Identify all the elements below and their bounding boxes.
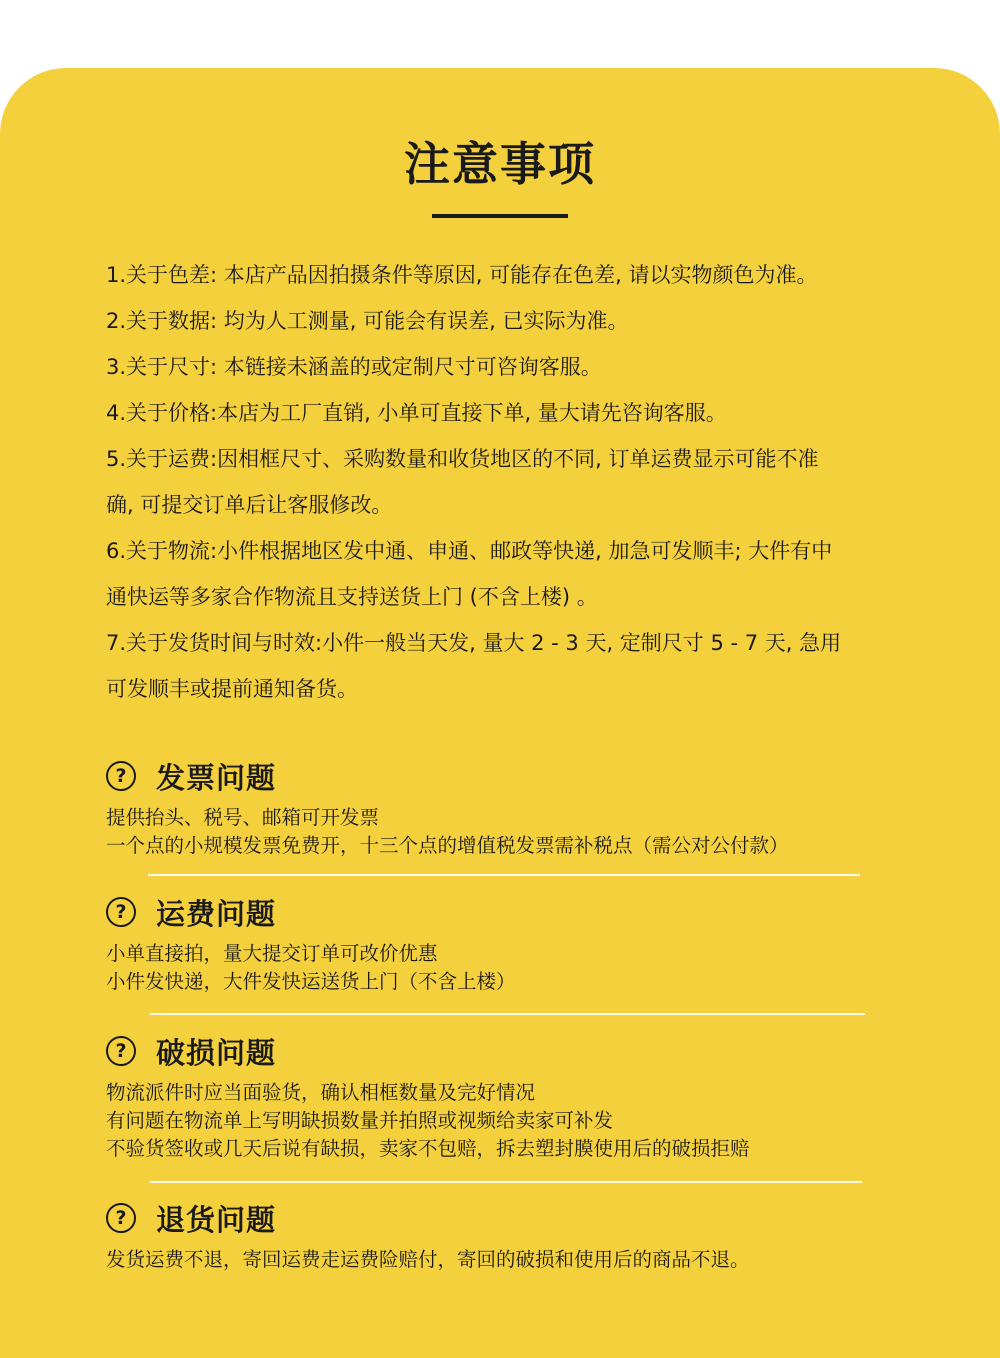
faq-title: 运费问题 <box>156 896 277 931</box>
notice-line: 2.关于数据: 均为人工测量, 可能会有误差, 已实际为准。 <box>106 309 629 333</box>
faq-returns <box>106 1198 926 1274</box>
faq-header <box>106 1031 926 1071</box>
notice-line: 可发顺丰或提前通知备货。 <box>106 677 358 701</box>
notice-line: 确, 可提交订单后让客服修改。 <box>106 493 393 517</box>
notice-list <box>106 252 906 712</box>
faq-body <box>106 1079 926 1163</box>
faq-title: 破损问题 <box>156 1035 277 1070</box>
faq-body <box>106 1246 926 1274</box>
faq-header <box>106 1198 926 1238</box>
faq-line: 提供抬头、税号、邮箱可开发票 <box>106 806 380 829</box>
faq-invoice <box>106 756 926 860</box>
notice-line: 4.关于价格:本店为工厂直销, 小单可直接下单, 量大请先咨询客服。 <box>106 401 727 425</box>
faq-shipping <box>106 892 926 996</box>
faq-header <box>106 756 926 796</box>
question-circle-icon: ? <box>106 1203 136 1233</box>
question-circle-icon: ? <box>106 897 136 927</box>
notice-line: 1.关于色差: 本店产品因拍摄条件等原因, 可能存在色差, 请以实物颜色为准。 <box>106 263 818 287</box>
notice-line: 通快运等多家合作物流且支持送货上门 (不含上楼) 。 <box>106 585 598 609</box>
notice-line: 7.关于发货时间与时效:小件一般当天发, 量大 2 - 3 天, 定制尺寸 5 - 7 天, 急用 <box>106 631 842 655</box>
faq-line: 一个点的小规模发票免费开，十三个点的增值税发票需补税点（需公对公付款） <box>106 834 789 857</box>
notice-line: 6.关于物流:小件根据地区发中通、申通、邮政等快递, 加急可发顺丰; 大件有中 <box>106 539 833 563</box>
faq-title: 退货问题 <box>156 1202 277 1237</box>
faq-line: 不验货签收或几天后说有缺损，卖家不包赔，拆去塑封膜使用后的破损拒赔 <box>106 1137 750 1160</box>
faq-damage <box>106 1031 926 1163</box>
faq-body <box>106 940 926 996</box>
page-title: 注意事项 <box>404 137 596 191</box>
faq-header <box>106 892 926 932</box>
faq-line: 小单直接拍，量大提交订单可改价优惠 <box>106 942 438 965</box>
faq-body <box>106 804 926 860</box>
question-circle-icon: ? <box>106 761 136 791</box>
question-circle-icon: ? <box>106 1036 136 1066</box>
divider <box>150 1013 865 1015</box>
title-underline <box>432 214 568 218</box>
notice-line: 5.关于运费:因相框尺寸、采购数量和收货地区的不同, 订单运费显示可能不准 <box>106 447 819 471</box>
notice-line: 3.关于尺寸: 本链接未涵盖的或定制尺寸可咨询客服。 <box>106 355 602 379</box>
faq-line: 小件发快递，大件发快运送货上门（不含上楼） <box>106 970 516 993</box>
divider <box>150 1181 862 1183</box>
faq-line: 物流派件时应当面验货，确认相框数量及完好情况 <box>106 1081 536 1104</box>
divider <box>148 874 860 876</box>
faq-line: 有问题在物流单上写明缺损数量并拍照或视频给卖家可补发 <box>106 1109 614 1132</box>
faq-title: 发票问题 <box>156 760 277 795</box>
faq-line: 发货运费不退，寄回运费走运费险赔付，寄回的破损和使用后的商品不退。 <box>106 1248 750 1271</box>
